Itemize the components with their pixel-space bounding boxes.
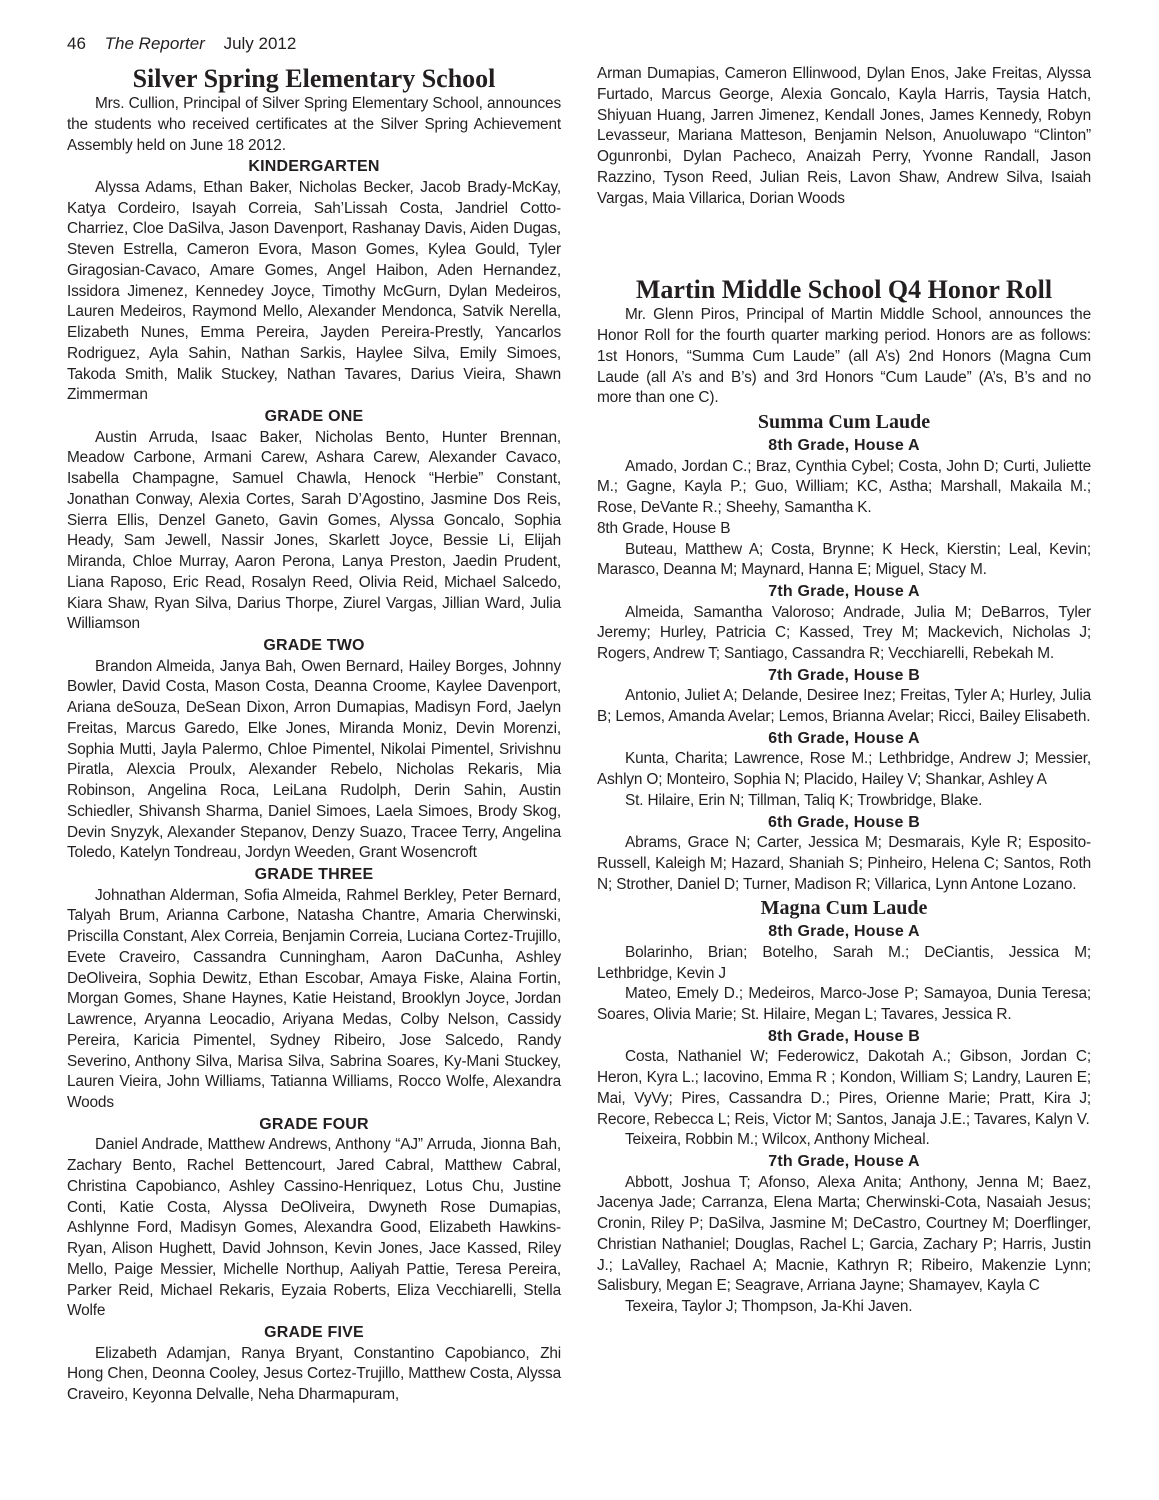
article-intro: Mrs. Cullion, Principal of Silver Spring Elementary School, announces the students who received certificates at the Silver Spring Achievement Assembly held on June 18 2012.: [67, 95, 561, 154]
grade-section: [67, 864, 561, 1114]
grade-house-heading: 7th Grade, House A: [768, 583, 920, 600]
student-list: 8th Grade, House B: [597, 519, 731, 537]
student-list: Texeira, Taylor J; Thompson, Ja-Khi Javen.: [625, 1298, 913, 1315]
publication-name: The Reporter: [104, 34, 205, 53]
student-list: Costa, Nathaniel W; Federowicz, Dakotah A.; Gibson, Jordan C; Heron, Kyra L.; Iacovino, Emma R ; Kondon, William S; Landry, Lauren E; Mai, VyVy; Pires, Cassandra D.; Pires, Orienne Marie; Pratt, Kira J; Recore, Rebecca L; Reis, Victor M; Santos, Janaja J.E.; Tavares, Kalyn V.: [597, 1048, 1091, 1128]
student-list: Elizabeth Adamjan, Ranya Bryant, Constantino Capobianco, Zhi Hong Chen, Deonna Cooley, Jesus Cortez-Trujillo, Matthew Costa, Alyssa Craveiro, Keyonna Delvalle, Neha Dharmapuram,: [67, 1344, 561, 1403]
student-list: Johnathan Alderman, Sofia Almeida, Rahmel Berkley, Peter Bernard, Talyah Brum, Arianna Carbone, Natasha Chantre, Amaria Cherwinski, Priscilla Constant, Alex Correia, Benjamin Correia, Luciana Cortez-Trujillo, Evete Craveiro, Cassandra Cunningham, Aaron DaCunha, Ashley DeOliveira, Sophia Dewitz, Ethan Escobar, Amaya Fiske, Alaina Fortin, Morgan Gomes, Shane Haynes, Katie Heistand, Brooklyn Joyce, Jordan Lawrence, Aryanna Leocadio, Ariyana Medas, Colby Nelson, Cassidy Pereira, Karicia Pimentel, Sydney Ribeiro, Jose Salcedo, Randy Severino, Anthony Silva, Marisa Silva, Sabrina Soares, Ky-Mani Stuckey, Lauren Vieira, John Williams, Tatianna Williams, Rocco Wolfe, Alexandra Woods: [67, 886, 561, 1111]
section-heading: GRADE FIVE: [264, 1324, 364, 1341]
grade-house-heading: 6th Grade, House A: [768, 729, 920, 747]
grade-house-heading: 6th Grade, House B: [767, 813, 921, 831]
section-heading: GRADE ONE: [264, 408, 364, 425]
student-list: Alyssa Adams, Ethan Baker, Nicholas Becker, Jacob Brady-McKay, Katya Cordeiro, Isayah Correia, Sah’Lissah Costa, Jandriel Cotto-Charriez, Cloe DaSilva, Jason Davenport, Rashanay Davis, Aiden Dugas, Steven Estrella, Cameron Evora, Mason Gomes, Kylea Gould, Tyler Giragosian-Cavaco, Amare Gomes, Angel Haibon, Aden Hernandez, Issidora Jimenez, Kennedey Joyce, Timothy McGurn, Dylan Medeiros, Lauren Medeiros, Raymond Mello, Alexander Mendonca, Satvik Nerella, Elizabeth Nunes, Emma Pereira, Jayden Pereira-Prestly, Yancarlos Rodriguez, Ayla Sahin, Nathan Sarkis, Haylee Silva, Emily Simoes, Takoda Smith, Malik Stuckey, Nathan Tavares, Darius Vieira, Shawn Zimmerman: [67, 178, 561, 404]
issue-date: July 2012: [223, 34, 297, 53]
grade-house-heading: 7th Grade, House A: [768, 1153, 920, 1170]
student-list: Mateo, Emely D.; Medeiros, Marco-Jose P; Samayoa, Dunia Teresa; Soares, Olivia Marie; St. Hilaire, Megan L; Tavares, Jessica R.: [597, 985, 1091, 1023]
honor-level: [597, 409, 1091, 895]
grade-house-heading: 8th Grade, House A: [768, 437, 920, 454]
student-list: Daniel Andrade, Matthew Andrews, Anthony “AJ” Arruda, Jionna Bah, Zachary Bento, Rachel Bettencourt, Jared Cabral, Matthew Cabral, Christina Capobianco, Ashley Cassino-Henriquez, Lotus Chu, Justine Conti, Katie Costa, Alyssa DeOliveira, Dwyneth Rose Dumapias, Ashlynne Ford, Madisyn Gomes, Alexandra Good, Elizabeth Hawkins-Ryan, Alison Hughett, David Johnson, Kevin Jones, Jace Kassed, Riley Mello, Paige Messier, Michelle Northup, Aaliyah Pattie, Teresa Pereira, Parker Reid, Michael Rekaris, Eyzaia Roberts, Eliza Vecchiarelli, Stella Wolfe: [67, 1136, 561, 1320]
grade-house-heading: 7th Grade, House B: [767, 666, 921, 684]
grade-five-continuation: Arman Dumapias, Cameron Ellinwood, Dylan Enos, Jake Freitas, Alyssa Furtado, Marcus George, Alexia Goncalo, Kayla Harris, Taysia Hatch, Shiyuan Huang, Jarren Jimenez, Kendall Jones, James Kennedy, Robyn Levasseur, Mariana Matteson, Benjamin Nelson, Anuoluwapo “Clinton” Ogunronbi, Dylan Pacheco, Anaizah Perry, Yvonne Randall, Jason Razzino, Tyson Reed, Julian Reis, Lavon Shaw, Andrew Silva, Isaiah Vargas, Maia Villarica, Dorian Woods: [597, 65, 1091, 207]
student-list: Bolarinho, Brian; Botelho, Sarah M.; DeCiantis, Jessica M; Lethbridge, Kevin J: [597, 943, 1091, 982]
section-heading: GRADE FOUR: [259, 1115, 369, 1133]
article-title: Silver Spring Elementary School: [132, 64, 496, 93]
student-list: Buteau, Matthew A; Costa, Brynne; K Heck, Kierstin; Leal, Kevin; Marasco, Deanna M; Maynard, Hanna E; Miguel, Stacy M.: [597, 540, 1091, 579]
grade-section: [67, 1322, 561, 1406]
student-list: Almeida, Samantha Valoroso; Andrade, Julia M; DeBarros, Tyler Jeremy; Hurley, Patricia C; Kassed, Trey M; Mackevich, Nicholas J; Rogers, Andrew T; Santiago, Cassandra R; Vecchiarelli, Rebekah M.: [597, 603, 1091, 662]
grade-section: [67, 635, 561, 864]
honor-level-title: Summa Cum Laude: [757, 411, 931, 433]
page-header: [67, 34, 310, 54]
student-list: Abbott, Joshua T; Afonso, Alexa Anita; Anthony, Jenna M; Baez, Jacenya Jade; Carranza, Elena Marta; Cherwinski-Cota, Nasaiah Jesus; Cronin, Riley P; DaSilva, Jasmine M; DeCastro, Courtney M; Doerflinger, Christian Nathaniel; Douglas, Rachel L; Garcia, Zachary P; Harris, Justin J.; LaValley, Rachael A; Macnie, Kathryn R; Ribeiro, Makenzie Lynn; Salisbury, Megan E; Seagrave, Arriana Jayne; Shamayev, Kayla C: [597, 1173, 1091, 1295]
grade-house-heading: 8th Grade, House A: [768, 923, 920, 941]
right-column: [597, 64, 1091, 1318]
student-list: Brandon Almeida, Janya Bah, Owen Bernard, Hailey Borges, Johnny Bowler, David Costa, Mason Costa, Deanna Croome, Kaylee Davenport, Ariana deSouza, DeSean Dixon, Arron Dumapias, Madisyn Ford, Jaelyn Freitas, Marcus Garedo, Elke Jones, Miranda Moniz, Devin Morenzi, Sophia Mutti, Jayla Palermo, Chloe Pimentel, Nikolai Pimentel, Srivishnu Piratla, Alexcia Proulx, Alexander Rebelo, Nicholas Rekaris, Mia Robinson, Angelina Roca, LeiLana Rudolph, Derin Sahin, Austin Schiedler, Shivansh Sharma, Daniel Simoes, Laela Simoes, Brody Skog, Devin Snyzyk, Alexander Stepanov, Denzy Suazo, Tracee Terry, Angelina Toledo, Katelyn Tondreau, Jordyn Weeden, Grant Wosencroft: [67, 657, 561, 862]
student-list: St. Hilaire, Erin N; Tillman, Taliq K; Trowbridge, Blake.: [625, 791, 983, 809]
left-column: [67, 64, 561, 1406]
section-heading: GRADE THREE: [254, 866, 374, 883]
grade-section: [67, 1114, 561, 1322]
student-list: Kunta, Charita; Lawrence, Rose M.; Lethbridge, Andrew J; Messier, Ashlyn O; Monteiro, Sophia N; Placido, Hailey V; Shankar, Ashley A: [597, 750, 1091, 788]
student-list: Amado, Jordan C.; Braz, Cynthia Cybel; Costa, John D; Curti, Juliette M.; Gagne, Kayla P.; Guo, William; KC, Astha; Marshall, Makaila M.; Rose, DeVante R.; Sheehy, Samantha K.: [597, 457, 1091, 516]
page-number: 46: [67, 34, 86, 53]
grade-house-heading: 8th Grade, House B: [767, 1027, 921, 1045]
honor-level-title: Magna Cum Laude: [760, 897, 928, 920]
article-title: Martin Middle School Q4 Honor Roll: [635, 275, 1053, 305]
grade-section: [67, 156, 561, 406]
article-intro: Mr. Glenn Piros, Principal of Martin Middle School, announces the Honor Roll for the fourth quarter marking period. Honors are as follows: 1st Honors, “Summa Cum Laude” (all A’s) 2nd Honors (Magna Cum Laude (all A’s and B’s) and 3rd Honors “Cum Laude” (A’s, B’s and no more than one C).: [597, 306, 1091, 407]
student-list: Antonio, Juliet A; Delande, Desiree Inez; Freitas, Tyler A; Hurley, Julia B; Lemos, Amanda Avelar; Lemos, Brianna Avelar; Ricci, Bailey Elisabeth.: [597, 687, 1091, 725]
student-list: Teixeira, Robbin M.; Wilcox, Anthony Micheal.: [625, 1131, 930, 1149]
grade-section: [67, 406, 561, 635]
section-heading: GRADE TWO: [263, 637, 365, 654]
honor-level: [597, 895, 1091, 1318]
section-heading: KINDERGARTEN: [248, 158, 380, 176]
student-list: Austin Arruda, Isaac Baker, Nicholas Bento, Hunter Brennan, Meadow Carbone, Armani Carew, Ashara Carew, Alexander Cavaco, Isabella Champagne, Samuel Chawla, Henock “Herbie” Constant, Jonathan Conway, Alexia Cortes, Sarah D’Agostino, Jasmine Dos Reis, Sierra Ellis, Denzel Ganeto, Gavin Gomes, Alyssa Goncalo, Sophia Heady, Sam Jewell, Nassir Jones, Skarlett Joyce, Bessie Li, Elijah Miranda, Chloe Murray, Aaron Perona, Lanya Preston, Jaedin Prudent, Liana Raposo, Eric Read, Rosalyn Reed, Olivia Reid, Michael Salcedo, Kiara Shaw, Ryan Silva, Darius Thorpe, Ziurel Vargas, Jillian Ward, Julia Williamson: [67, 428, 561, 633]
student-list: Abrams, Grace N; Carter, Jessica M; Desmarais, Kyle R; Esposito-Russell, Kaleigh M; Hazard, Shaniah S; Pinheiro, Helena C; Santos, Roth N; Strother, Daniel D; Turner, Madison R; Villarica, Lynn Antone Lozano.: [597, 834, 1091, 893]
